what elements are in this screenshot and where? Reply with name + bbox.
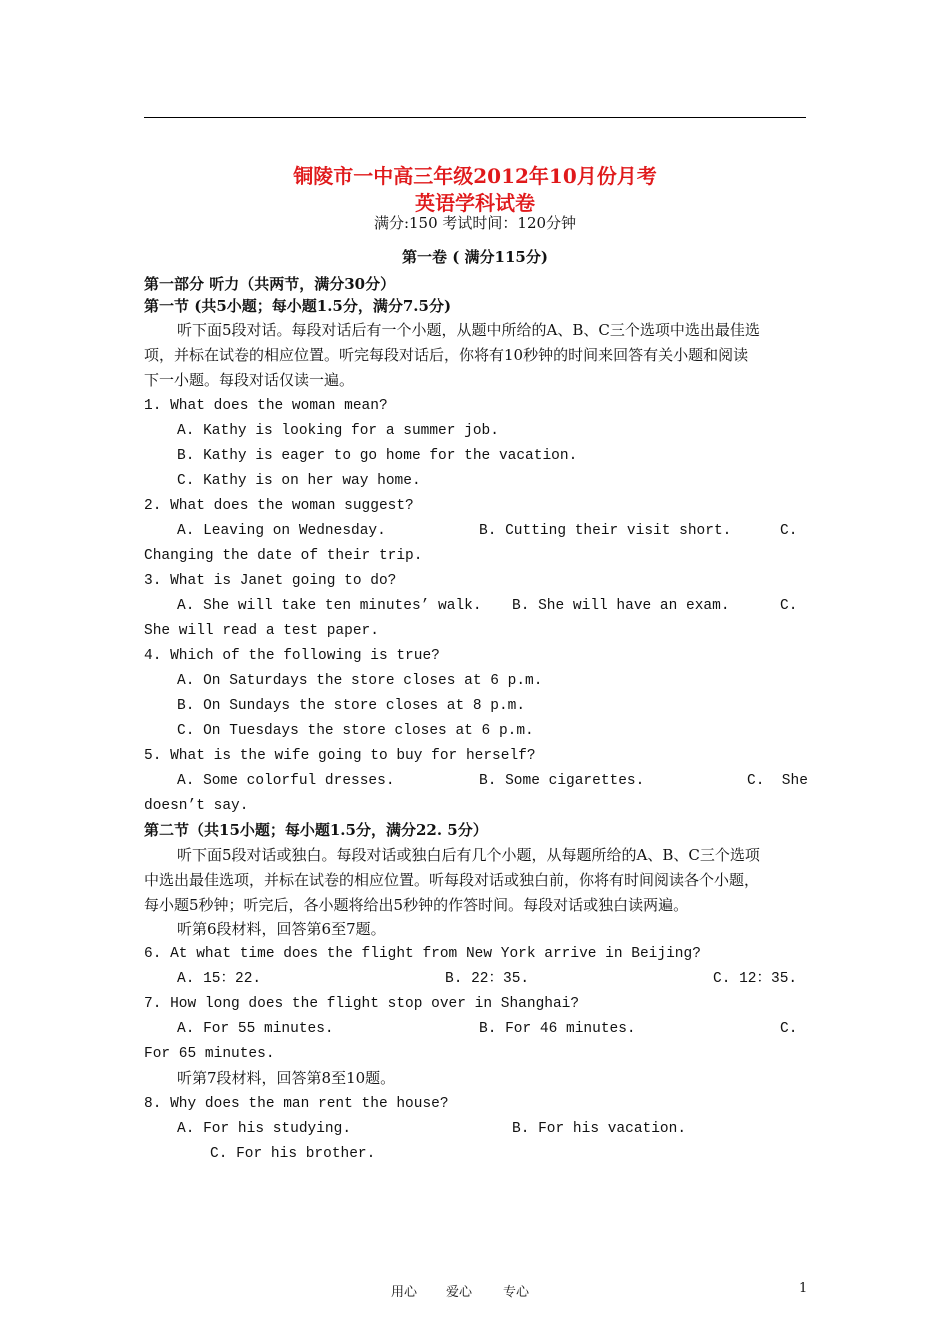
section1-instruction-1: 听下面5段对话。每段对话后有一个小题，从题中所给的A、B、C三个选项中选出最佳选 [177,321,760,339]
q5-option-c-label: C. She [747,773,808,789]
q4-option-a: A. On Saturdays the store closes at 6 p.m. [177,673,543,689]
q1-option-a: A. Kathy is looking for a summer job. [177,423,499,439]
q3-option-c-text: She will read a test paper. [144,623,379,639]
q7-option-c-text: For 65 minutes. [144,1046,275,1062]
section1-instruction-3: 下一小题。每段对话仅读一遍。 [144,371,355,389]
q5-option-c-text: doesn’t say. [144,798,249,814]
part1-heading: 第一部分 听力（共两节，满分30分） [144,275,396,293]
q6-option-c: C. 12：35. [713,971,798,987]
section2-instruction-1: 听下面5段对话或独白。每段对话或独白后有几个小题，从每题所给的A、B、C三个选项 [177,846,760,864]
score-time: 满分:150 考试时间：120分钟 [373,214,577,232]
q6-option-b: B. 22：35. [445,971,530,987]
exam-title: 铜陵市一中高三年级2012年10月份月考 [293,164,657,188]
volume-heading: 第一卷 ( 满分115分) [402,248,548,266]
q7-option-b: B. For 46 minutes. [479,1021,636,1037]
header-rule [144,117,806,118]
q8-option-b: B. For his vacation. [512,1121,687,1137]
q1-option-c: C. Kathy is on her way home. [177,473,421,489]
q2-option-a: A. Leaving on Wednesday. [177,523,386,539]
q1-option-b: B. Kathy is eager to go home for the vacation. [177,448,578,464]
material7-note: 听第7段材料，回答第8至10题。 [177,1069,396,1087]
q2-stem: 2. What does the woman suggest? [144,498,414,514]
q7-stem: 7. How long does the flight stop over in Shanghai? [144,996,580,1012]
footer-word-2: 爱心 [446,1285,473,1300]
q1-stem: 1. What does the woman mean? [144,398,388,414]
q8-option-c: C. For his brother. [210,1146,376,1162]
q3-option-c-label: C. [780,598,798,614]
section2-heading: 第二节（共15小题；每小题1.5分，满分22. 5分） [144,821,488,839]
q8-option-a: A. For his studying. [177,1121,352,1137]
q2-option-b: B. Cutting their visit short. [479,523,732,539]
q4-option-c: C. On Tuesdays the store closes at 6 p.m. [177,723,534,739]
q4-option-b: B. On Sundays the store closes at 8 p.m. [177,698,526,714]
material6-note: 听第6段材料，回答第6至7题。 [177,920,386,938]
q5-option-a: A. Some colorful dresses. [177,773,395,789]
page-number: 1 [799,1281,808,1296]
q2-option-c-text: Changing the date of their trip. [144,548,423,564]
q6-option-a: A. 15：22. [177,971,262,987]
q2-option-c-label: C. [780,523,798,539]
q5-option-b: B. Some cigarettes. [479,773,645,789]
q3-option-b: B. She will have an exam. [512,598,730,614]
exam-subject: 英语学科试卷 [415,191,535,215]
footer-word-3: 专心 [503,1285,530,1300]
section2-instruction-3: 每小题5秒钟；听完后，各小题将给出5秒钟的作答时间。每段对话或独白读两遍。 [144,896,689,914]
section1-heading: 第一节 (共5小题；每小题1.5分，满分7.5分) [144,297,452,315]
q6-stem: 6. At what time does the flight from New York arrive in Beijing? [144,946,701,962]
q7-option-c-label: C. [780,1021,798,1037]
q5-stem: 5. What is the wife going to buy for herself? [144,748,536,764]
section1-instruction-2: 项，并标在试卷的相应位置。听完每段对话后，你将有10秒钟的时间来回答有关小题和阅读 [144,346,749,364]
footer-word-1: 用心 [391,1285,418,1300]
q3-stem: 3. What is Janet going to do? [144,573,397,589]
q8-stem: 8. Why does the man rent the house? [144,1096,449,1112]
q3-option-a: A. She will take ten minutes’ walk. [177,598,482,614]
q4-stem: 4. Which of the following is true? [144,648,440,664]
q7-option-a: A. For 55 minutes. [177,1021,334,1037]
section2-instruction-2: 中选出最佳选项，并标在试卷的相应位置。听每段对话或独白前，你将有时间阅读各个小题， [144,871,760,889]
